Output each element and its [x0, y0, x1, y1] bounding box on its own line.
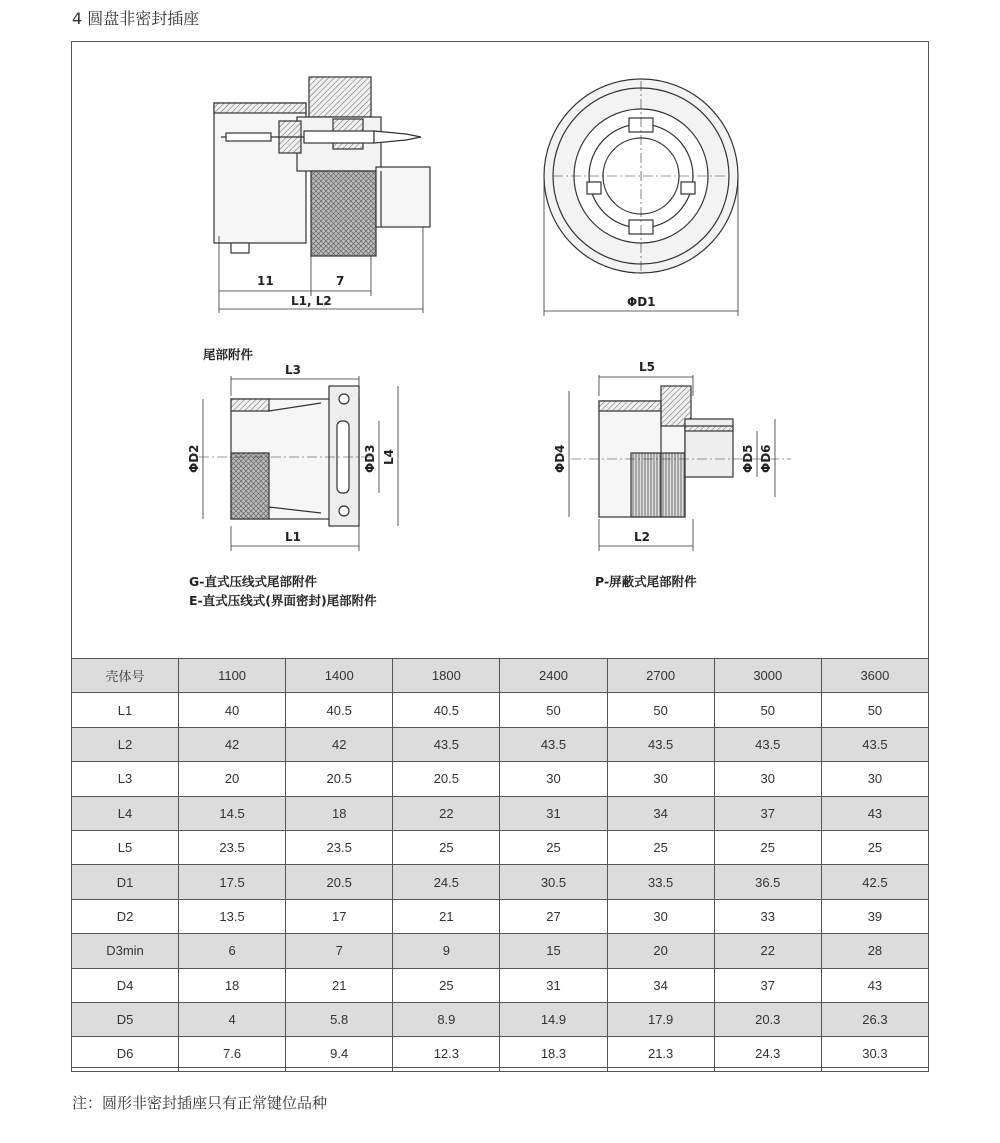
p-accessory-view — [569, 375, 791, 551]
table-cell: 21 — [393, 899, 500, 933]
header-cell: 1400 — [286, 659, 393, 693]
header-cell: 2400 — [500, 659, 607, 693]
footnote: 注：圆形非密封插座只有正常键位品种 — [72, 1094, 328, 1112]
dim-l1-accessory: L1 — [285, 530, 301, 544]
table-cell: 25 — [393, 830, 500, 864]
table-cell: 37 — [714, 796, 821, 830]
table-cell: 31 — [500, 796, 607, 830]
table-cell: 42 — [286, 727, 393, 761]
table-cell: 25 — [607, 830, 714, 864]
table-cell: 21 — [286, 968, 393, 1002]
table-cell: 50 — [607, 693, 714, 727]
table-cell: 30 — [607, 762, 714, 796]
table-cell: 18 — [179, 968, 286, 1002]
dim-l5: L5 — [639, 360, 655, 374]
table-cell: 18.3 — [500, 1037, 607, 1071]
table-cell: 30.5 — [500, 865, 607, 899]
table-cell: 12.3 — [393, 1037, 500, 1071]
table-cell: L2 — [72, 727, 179, 761]
table-row — [72, 796, 929, 830]
table-cell: D4 — [72, 968, 179, 1002]
table-cell: 30 — [500, 762, 607, 796]
table-cell: L3 — [72, 762, 179, 796]
table-cell: 34 — [607, 968, 714, 1002]
table-cell: 9.4 — [286, 1037, 393, 1071]
table-cell: 33.5 — [607, 865, 714, 899]
table-cell: 17 — [286, 899, 393, 933]
table-cell: 31 — [500, 968, 607, 1002]
table-cell: 43.5 — [500, 727, 607, 761]
table-cell: 50 — [500, 693, 607, 727]
table-cell: 37 — [714, 968, 821, 1002]
table-cell: 36.5 — [714, 865, 821, 899]
table-cell: 23.5 — [179, 830, 286, 864]
table-cell: 20.5 — [286, 762, 393, 796]
dim-phi-d5: ΦD5 — [741, 444, 755, 473]
receptacle-front-view — [544, 79, 738, 316]
table-cell: 18 — [286, 796, 393, 830]
table-cell: 25 — [714, 830, 821, 864]
spec-table — [71, 658, 929, 1072]
dim-phi-d3: ΦD3 — [363, 444, 377, 473]
table-row — [72, 727, 929, 761]
table-cell: 26.3 — [821, 1002, 928, 1036]
table-cell: D6 — [72, 1037, 179, 1071]
table-cell: 43.5 — [714, 727, 821, 761]
table-cell: 30.3 — [821, 1037, 928, 1071]
table-cell: 14.9 — [500, 1002, 607, 1036]
table-row — [72, 830, 929, 864]
table-cell: 27 — [500, 899, 607, 933]
table-row — [72, 693, 929, 727]
caption-e: E-直式压线式(界面密封)尾部附件 — [189, 593, 377, 608]
table-cell: L4 — [72, 796, 179, 830]
table-cell: 43.5 — [393, 727, 500, 761]
header-cell: 2700 — [607, 659, 714, 693]
dim-phi-d4: ΦD4 — [553, 444, 567, 473]
table-cell: 25 — [393, 968, 500, 1002]
table-row — [72, 762, 929, 796]
table-cell: 34 — [607, 796, 714, 830]
table-cell: D2 — [72, 899, 179, 933]
table-cell: 33 — [714, 899, 821, 933]
dim-l2-accessory: L2 — [634, 530, 650, 544]
table-cell: 24.5 — [393, 865, 500, 899]
table-cell: D1 — [72, 865, 179, 899]
accessory-label: 尾部附件 — [203, 347, 254, 362]
table-cell: 4 — [179, 1002, 286, 1036]
dim-phi-d1: ΦD1 — [627, 295, 656, 309]
dim-phi-d6: ΦD6 — [759, 444, 773, 473]
table-cell: 15 — [500, 934, 607, 968]
dim-phi-d2: ΦD2 — [187, 444, 201, 473]
table-cell: 40.5 — [393, 693, 500, 727]
header-cell: 1800 — [393, 659, 500, 693]
page-title: 4 圆盘非密封插座 — [72, 9, 200, 28]
table-row — [72, 934, 929, 968]
table-cell: 7 — [286, 934, 393, 968]
technical-drawing — [71, 41, 929, 658]
table-cell: 43.5 — [607, 727, 714, 761]
table-cell: D3min — [72, 934, 179, 968]
caption-p: P-屏蔽式尾部附件 — [595, 574, 697, 589]
table-cell: 24.3 — [714, 1037, 821, 1071]
dim-l1-l2: L1, L2 — [291, 294, 332, 308]
table-cell: 7.6 — [179, 1037, 286, 1071]
table-cell: 42.5 — [821, 865, 928, 899]
table-cell: 39 — [821, 899, 928, 933]
dim-l4: L4 — [382, 449, 396, 465]
table-cell: 6 — [179, 934, 286, 968]
table-cell: 43 — [821, 968, 928, 1002]
table-cell: 14.5 — [179, 796, 286, 830]
dim-7: 7 — [336, 274, 345, 288]
table-cell: 42 — [179, 727, 286, 761]
table-row — [72, 1037, 929, 1071]
table-cell: 8.9 — [393, 1002, 500, 1036]
dim-11: 11 — [257, 274, 274, 288]
dim-l3: L3 — [285, 363, 301, 377]
caption-g: G-直式压线式尾部附件 — [189, 574, 317, 589]
table-cell: 20.3 — [714, 1002, 821, 1036]
table-cell: 28 — [821, 934, 928, 968]
table-cell: 21.3 — [607, 1037, 714, 1071]
table-cell: 43 — [821, 796, 928, 830]
table-cell: 20.5 — [286, 865, 393, 899]
table-cell: 20.5 — [393, 762, 500, 796]
header-cell: 3600 — [821, 659, 928, 693]
table-row — [72, 899, 929, 933]
table-cell: 20 — [607, 934, 714, 968]
table-row — [72, 968, 929, 1002]
table-header-row — [72, 659, 929, 693]
table-cell: 23.5 — [286, 830, 393, 864]
receptacle-side-view — [214, 77, 430, 313]
table-cell: 50 — [821, 693, 928, 727]
table-row — [72, 1002, 929, 1036]
header-cell: 1100 — [179, 659, 286, 693]
table-cell: D5 — [72, 1002, 179, 1036]
table-cell: 22 — [714, 934, 821, 968]
table-cell: 25 — [500, 830, 607, 864]
table-cell: 17.5 — [179, 865, 286, 899]
table-cell: 9 — [393, 934, 500, 968]
table-cell: 17.9 — [607, 1002, 714, 1036]
header-cell: 壳体号 — [72, 659, 179, 693]
table-cell: 25 — [821, 830, 928, 864]
table-row — [72, 865, 929, 899]
table-cell: 13.5 — [179, 899, 286, 933]
table-cell: 30 — [714, 762, 821, 796]
table-cell: 30 — [607, 899, 714, 933]
table-cell: 40 — [179, 693, 286, 727]
table-cell: 22 — [393, 796, 500, 830]
table-cell: 5.8 — [286, 1002, 393, 1036]
table-cell: 43.5 — [821, 727, 928, 761]
table-cell: 40.5 — [286, 693, 393, 727]
table-cell: 20 — [179, 762, 286, 796]
table-cell: L5 — [72, 830, 179, 864]
header-cell: 3000 — [714, 659, 821, 693]
table-cell: 50 — [714, 693, 821, 727]
table-cell: L1 — [72, 693, 179, 727]
table-cell: 30 — [821, 762, 928, 796]
